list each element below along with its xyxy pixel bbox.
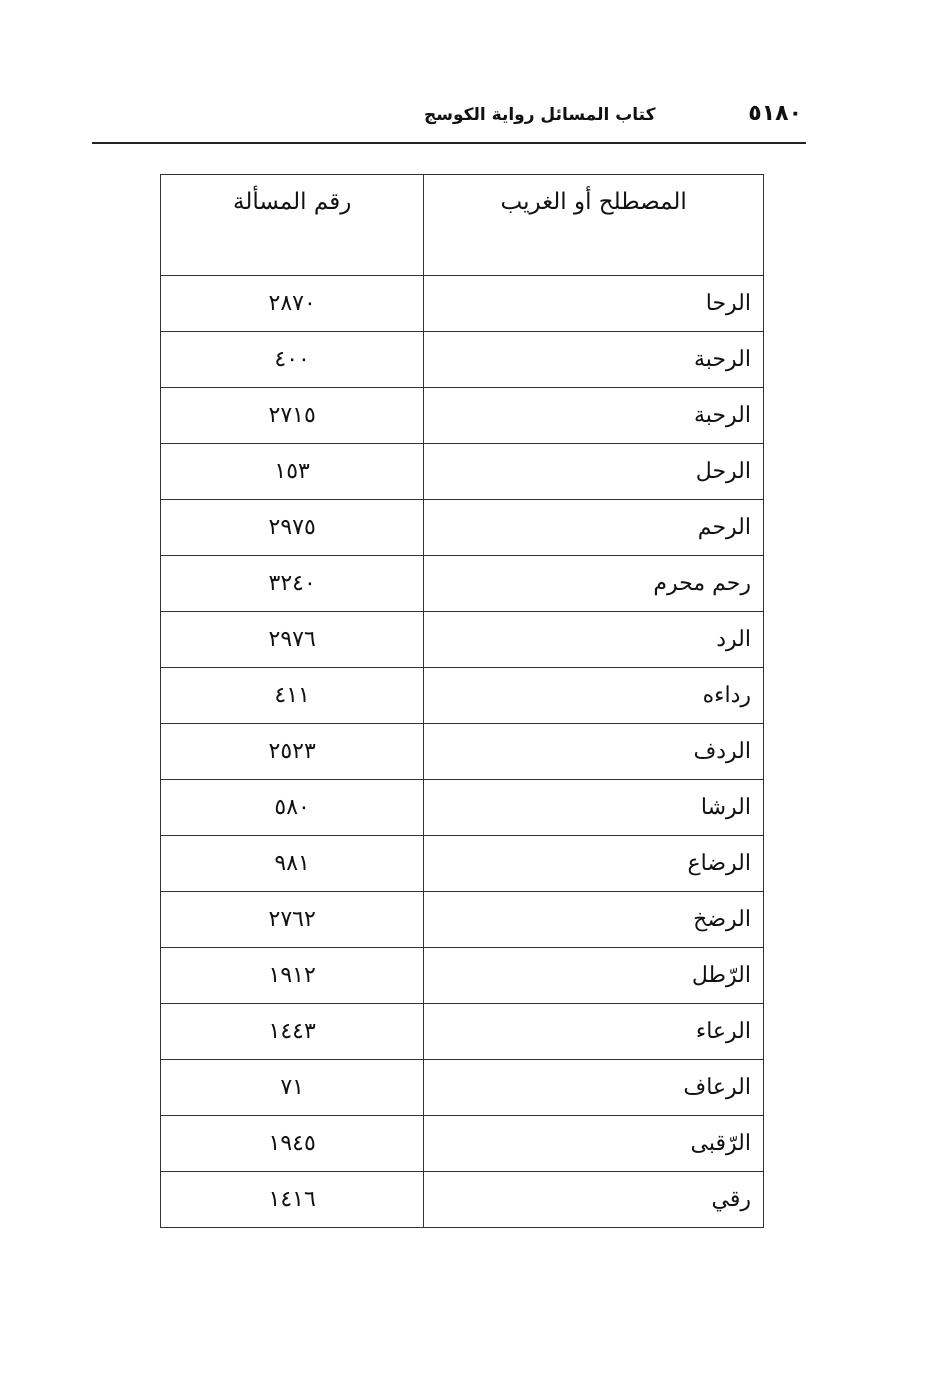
table-row <box>161 276 764 332</box>
column-header-number: رقم المسألة <box>161 175 424 276</box>
term-cell: الرحبة <box>424 332 764 388</box>
table-row <box>161 1060 764 1116</box>
term-cell: الرضاع <box>424 836 764 892</box>
term-cell: الرحم <box>424 500 764 556</box>
term-cell: الرّقبى <box>424 1116 764 1172</box>
issue-number-cell: ٢٩٧٥ <box>161 500 424 556</box>
issue-number-cell: ٤٠٠ <box>161 332 424 388</box>
table-row <box>161 388 764 444</box>
table-row <box>161 444 764 500</box>
issue-number-cell: ١٩١٢ <box>161 948 424 1004</box>
term-cell: رقي <box>424 1172 764 1228</box>
page-number: ٥١٨٠ <box>748 101 802 126</box>
table-row <box>161 836 764 892</box>
terms-index-table <box>160 174 764 1228</box>
table-row <box>161 948 764 1004</box>
term-cell: الرضخ <box>424 892 764 948</box>
running-title: كتاب المسائل رواية الكوسج <box>424 105 656 125</box>
term-cell: الرحبة <box>424 388 764 444</box>
issue-number-cell: ٢٧١٥ <box>161 388 424 444</box>
table-row <box>161 556 764 612</box>
issue-number-cell: ٣٢٤٠ <box>161 556 424 612</box>
table-row <box>161 500 764 556</box>
page-header <box>92 96 806 144</box>
table-row <box>161 780 764 836</box>
term-cell: رحم محرم <box>424 556 764 612</box>
issue-number-cell: ١٤١٦ <box>161 1172 424 1228</box>
issue-number-cell: ٩٨١ <box>161 836 424 892</box>
issue-number-cell: ٥٨٠ <box>161 780 424 836</box>
issue-number-cell: ٤١١ <box>161 668 424 724</box>
table-row <box>161 1004 764 1060</box>
term-cell: الرّطل <box>424 948 764 1004</box>
issue-number-cell: ٢٩٧٦ <box>161 612 424 668</box>
term-cell: الرشا <box>424 780 764 836</box>
term-cell: الرحل <box>424 444 764 500</box>
table-row <box>161 332 764 388</box>
term-cell: رداءه <box>424 668 764 724</box>
issue-number-cell: ٧١ <box>161 1060 424 1116</box>
term-cell: الرعاف <box>424 1060 764 1116</box>
table-row <box>161 1116 764 1172</box>
issue-number-cell: ٢٧٦٢ <box>161 892 424 948</box>
table-row <box>161 892 764 948</box>
term-cell: الرحا <box>424 276 764 332</box>
term-cell: الرعاء <box>424 1004 764 1060</box>
table-row <box>161 1172 764 1228</box>
table-header-row <box>161 175 764 276</box>
table-row <box>161 724 764 780</box>
issue-number-cell: ١٥٣ <box>161 444 424 500</box>
table-row <box>161 668 764 724</box>
issue-number-cell: ١٩٤٥ <box>161 1116 424 1172</box>
term-cell: الردف <box>424 724 764 780</box>
table-row <box>161 612 764 668</box>
issue-number-cell: ٢٨٧٠ <box>161 276 424 332</box>
issue-number-cell: ١٤٤٣ <box>161 1004 424 1060</box>
column-header-term: المصطلح أو الغريب <box>424 175 764 276</box>
term-cell: الرد <box>424 612 764 668</box>
issue-number-cell: ٢٥٢٣ <box>161 724 424 780</box>
